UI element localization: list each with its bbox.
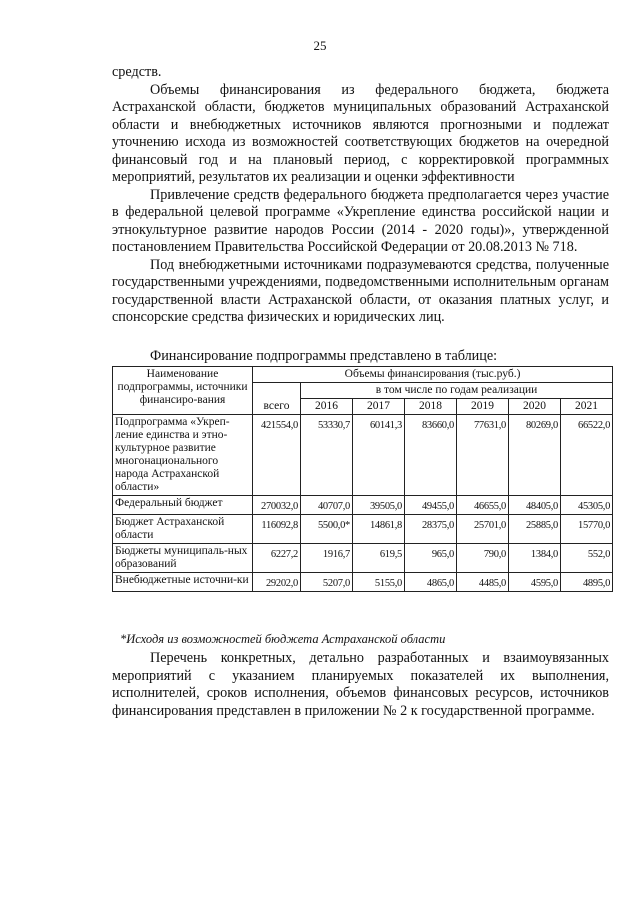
table-row bbox=[113, 544, 613, 573]
row-year-value: 965,0 bbox=[405, 544, 457, 573]
row-name: Федеральный бюджет bbox=[113, 496, 253, 515]
paragraph-federal-funds: Привлечение средств федерального бюджета предполагается через участие в федеральной целевой программе «Укрепление единства российской нации и этнокультурное развитие народов России (2014 - 2020 годы)», утвержденной постановлением Правительства Российской Федерации от 20.08.2013 № 718. bbox=[112, 186, 609, 255]
row-year-value: 46655,0 bbox=[457, 496, 509, 515]
paragraph-extrabudgetary: Под внебюджетными источниками подразумеваются средства, полученные государственными учреждениями, подведомственными исполнительным органам государственной власти Астраханской области, от оказания платных услуг, и спонсорские средства физических и юридических лиц. bbox=[112, 256, 609, 325]
header-volumes: Объемы финансирования (тыс.руб.) bbox=[253, 367, 613, 383]
row-year-value: 4595,0 bbox=[509, 573, 561, 592]
row-year-value: 53330,7 bbox=[301, 415, 353, 496]
row-year-value: 4895,0 bbox=[561, 573, 613, 592]
row-year-value: 48405,0 bbox=[509, 496, 561, 515]
table-row bbox=[113, 415, 613, 496]
row-total: 270032,0 bbox=[253, 496, 301, 515]
row-name: Внебюджетные источни-ки bbox=[113, 573, 253, 592]
row-year-value: 1384,0 bbox=[509, 544, 561, 573]
row-year-value: 60141,3 bbox=[353, 415, 405, 496]
row-year-value: 5155,0 bbox=[353, 573, 405, 592]
row-total: 421554,0 bbox=[253, 415, 301, 496]
row-year-value: 66522,0 bbox=[561, 415, 613, 496]
paragraph-continuation: средств. bbox=[112, 64, 162, 80]
header-year: 2018 bbox=[405, 399, 457, 415]
row-total: 29202,0 bbox=[253, 573, 301, 592]
row-year-value: 14861,8 bbox=[353, 515, 405, 544]
row-year-value: 39505,0 bbox=[353, 496, 405, 515]
table-row bbox=[113, 573, 613, 592]
row-year-value: 28375,0 bbox=[405, 515, 457, 544]
row-name: Бюджеты муниципаль-ных образований bbox=[113, 544, 253, 573]
header-by-years: в том числе по годам реализации bbox=[301, 383, 613, 399]
row-name: Подпрограмма «Укреп-ление единства и этно-культурное развитие многонационального народа Астраханской области» bbox=[113, 415, 253, 496]
row-year-value: 5500,0* bbox=[301, 515, 353, 544]
row-year-value: 25701,0 bbox=[457, 515, 509, 544]
table-row bbox=[113, 496, 613, 515]
row-year-value: 80269,0 bbox=[509, 415, 561, 496]
row-year-value: 619,5 bbox=[353, 544, 405, 573]
paragraph-activities-list: Перечень конкретных, детально разработанных и взаимоувязанных мероприятий с указанием планируемых показателей их выполнения, исполнителей, сроков исполнения, объемов финансовых ресурсов, источников финансирования представлен в приложении № 2 к государственной программе. bbox=[112, 650, 609, 719]
text-section-bottom bbox=[112, 650, 609, 720]
financing-table-wrapper bbox=[112, 366, 612, 592]
row-year-value: 4485,0 bbox=[457, 573, 509, 592]
row-year-value: 49455,0 bbox=[405, 496, 457, 515]
row-year-value: 790,0 bbox=[457, 544, 509, 573]
paragraph-financing-volumes: Объемы финансирования из федерального бюджета, бюджета Астраханской области, бюджетов муниципальных образований Астраханской области и внебюджетных источников являются прогнозными и подлежат уточнению исхода из возможностей соответствующих бюджетов на очередной финансовый год и на плановый период, с корректировкой программных мероприятий, результатов их реализации и оценки эффективности bbox=[112, 81, 609, 185]
row-name: Бюджет Астраханской области bbox=[113, 515, 253, 544]
row-year-value: 552,0 bbox=[561, 544, 613, 573]
row-year-value: 5207,0 bbox=[301, 573, 353, 592]
header-year: 2020 bbox=[509, 399, 561, 415]
header-total: всего bbox=[253, 383, 301, 415]
row-year-value: 15770,0 bbox=[561, 515, 613, 544]
header-year: 2021 bbox=[561, 399, 613, 415]
table-row bbox=[113, 515, 613, 544]
table-footnote: *Исходя из возможностей бюджета Астраханской области bbox=[120, 632, 446, 646]
row-year-value: 4865,0 bbox=[405, 573, 457, 592]
financing-table bbox=[112, 366, 613, 592]
row-total: 116092,8 bbox=[253, 515, 301, 544]
row-total: 6227,2 bbox=[253, 544, 301, 573]
header-year: 2017 bbox=[353, 399, 405, 415]
page-number: 25 bbox=[313, 38, 327, 53]
row-year-value: 40707,0 bbox=[301, 496, 353, 515]
row-year-value: 45305,0 bbox=[561, 496, 613, 515]
header-name: Наименование подпрограммы, источники финансиро-вания bbox=[113, 367, 253, 415]
header-year: 2016 bbox=[301, 399, 353, 415]
table-caption: Финансирование подпрограммы представлено в таблице: bbox=[150, 348, 498, 364]
header-year: 2019 bbox=[457, 399, 509, 415]
row-year-value: 77631,0 bbox=[457, 415, 509, 496]
text-section-top bbox=[112, 64, 609, 327]
row-year-value: 1916,7 bbox=[301, 544, 353, 573]
row-year-value: 25885,0 bbox=[509, 515, 561, 544]
table-body bbox=[113, 415, 613, 592]
row-year-value: 83660,0 bbox=[405, 415, 457, 496]
